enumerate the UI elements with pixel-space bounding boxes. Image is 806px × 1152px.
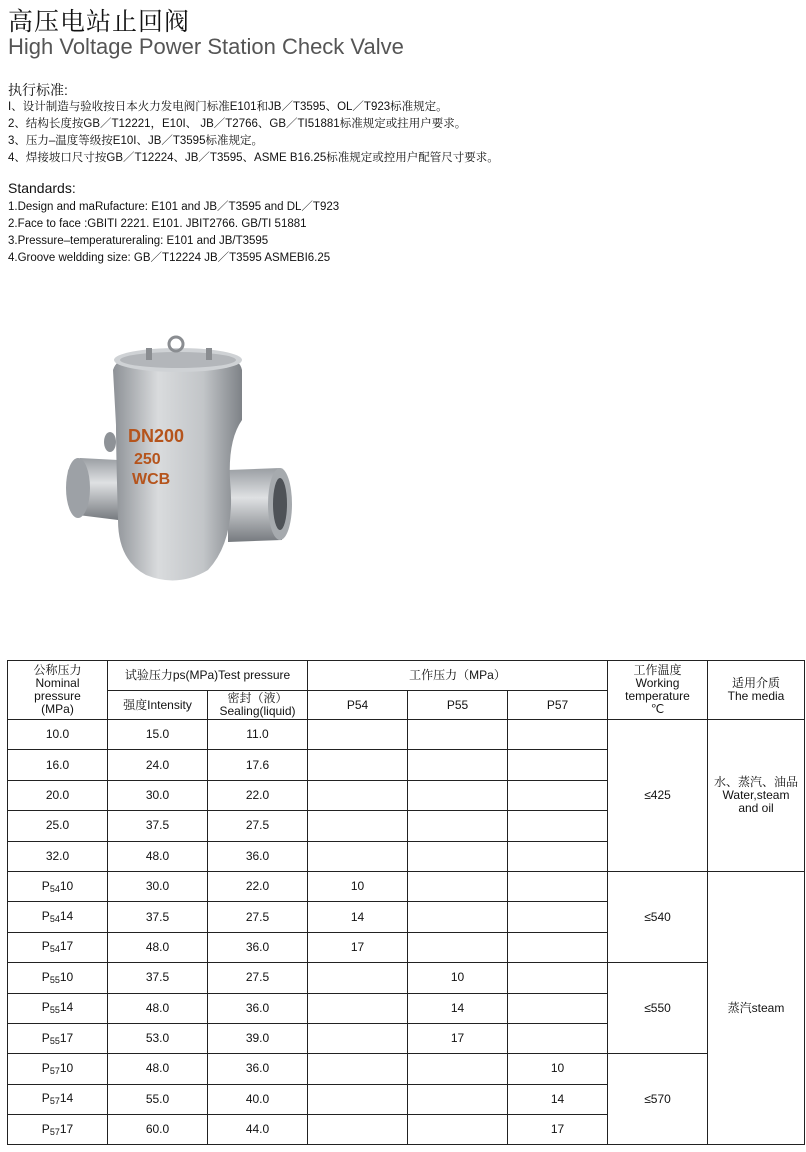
cell-text-num: 17 — [59, 939, 74, 954]
page-title-cn: 高压电站止回阀 — [8, 7, 191, 36]
cell-p57 — [508, 932, 608, 962]
standards-en-list — [8, 199, 339, 267]
header-text: Nominal — [35, 676, 80, 690]
cell-intensity: 37.5 — [108, 902, 208, 932]
cell-sealing: 22.0 — [208, 871, 308, 901]
header-text: Working — [635, 676, 680, 690]
cell-nominal-pressure — [8, 1115, 108, 1145]
cell-p57: 10 — [508, 1054, 608, 1084]
cell-p54 — [308, 1054, 408, 1084]
cell-p54 — [308, 1115, 408, 1145]
cell-p54: 14 — [308, 902, 408, 932]
cell-sealing: 36.0 — [208, 841, 308, 871]
cell-sealing: 36.0 — [208, 993, 308, 1023]
standards-en-line: 1.Design and maRufacture: E101 and JB／T3595 and DL／T923 — [8, 201, 340, 213]
header-media — [708, 661, 805, 720]
marking-material: WCB — [132, 471, 171, 488]
cell-text-num: 17 — [59, 1121, 74, 1136]
cell-p57: 17 — [508, 1115, 608, 1145]
cell-working-temperature: ≤570 — [608, 1054, 708, 1145]
standards-cn-list — [8, 99, 499, 167]
cell-p54 — [308, 993, 408, 1023]
cell-intensity: 30.0 — [108, 780, 208, 810]
cell-p57 — [508, 720, 608, 750]
cell-text-sub: 55 — [49, 1035, 60, 1046]
spec-table — [7, 660, 805, 1145]
table-row — [8, 871, 805, 901]
marking-pressure: 250 — [134, 451, 161, 468]
header-sealing — [208, 691, 308, 720]
cell-p55 — [408, 811, 508, 841]
cell-text-sub: 57 — [49, 1126, 60, 1137]
cell-text-pre: P — [41, 1121, 50, 1136]
cell-p57 — [508, 1023, 608, 1053]
cell-working-temperature: ≤425 — [608, 720, 708, 872]
cell-sealing: 11.0 — [208, 720, 308, 750]
cell-text-pre: P — [41, 1091, 50, 1106]
cell-p55 — [408, 932, 508, 962]
cell-text-num: 10 — [59, 878, 74, 893]
cell-text-pre: P — [41, 969, 50, 984]
header-text: 密封（液） — [227, 691, 288, 705]
cell-text: 32.0 — [45, 848, 70, 863]
cell-sealing: 36.0 — [208, 932, 308, 962]
cell-media-water-steam-oil — [708, 720, 805, 872]
cell-p54 — [308, 780, 408, 810]
cell-text-sub: 57 — [49, 1096, 60, 1107]
cell-p57 — [508, 871, 608, 901]
cell-p57 — [508, 902, 608, 932]
header-text: 适用介质 — [731, 676, 780, 690]
cell-text: 20.0 — [45, 787, 70, 802]
cell-nominal-pressure — [8, 963, 108, 993]
cell-text-num: 14 — [59, 1000, 74, 1015]
header-p57: P57 — [508, 691, 608, 720]
cell-p54 — [308, 1084, 408, 1114]
cell-text-num: 14 — [59, 1091, 74, 1106]
cell-nominal-pressure — [8, 841, 108, 871]
cell-p54 — [308, 750, 408, 780]
header-p55: P55 — [408, 691, 508, 720]
cell-sealing: 27.5 — [208, 902, 308, 932]
standards-cn-line: 4、焊接坡口尺寸按GB／T12224、JB／T3595、ASME B16.25标准规定或控用户配管尺寸要求。 — [8, 152, 499, 164]
cell-p55 — [408, 720, 508, 750]
cell-p55: 10 — [408, 963, 508, 993]
cell-p54 — [308, 811, 408, 841]
cell-p54 — [308, 1023, 408, 1053]
spec-table-body — [8, 720, 805, 1145]
cell-media-steam: 蒸汽steam — [708, 871, 805, 1145]
cell-p55 — [408, 841, 508, 871]
cell-p55: 14 — [408, 993, 508, 1023]
cell-p57 — [508, 963, 608, 993]
check-valve-photo — [58, 330, 298, 590]
cell-text-num: 17 — [59, 1030, 74, 1045]
cell-p54 — [308, 720, 408, 750]
right-pipe-bore — [273, 478, 287, 530]
cell-nominal-pressure — [8, 750, 108, 780]
cell-nominal-pressure — [8, 1054, 108, 1084]
cell-intensity: 48.0 — [108, 932, 208, 962]
header-text: Sealing(liquid) — [219, 704, 296, 718]
cell-text-num: 10 — [59, 1060, 74, 1075]
cell-text-pre: P — [41, 878, 50, 893]
cell-text-sub: 54 — [49, 944, 60, 955]
left-pipe-end — [66, 458, 90, 518]
cell-text-sub: 54 — [49, 914, 60, 925]
cell-p55 — [408, 902, 508, 932]
cell-text-sub: 55 — [49, 1005, 60, 1016]
cell-sealing: 17.6 — [208, 750, 308, 780]
standards-en-heading: Standards: — [8, 180, 76, 196]
cell-intensity: 48.0 — [108, 841, 208, 871]
cell-intensity: 53.0 — [108, 1023, 208, 1053]
cell-text-pre: P — [41, 909, 50, 924]
cell-text-pre: P — [41, 1030, 50, 1045]
cell-text-sub: 54 — [49, 883, 60, 894]
cell-nominal-pressure — [8, 811, 108, 841]
cell-text-pre: P — [41, 939, 50, 954]
cell-nominal-pressure — [8, 1084, 108, 1114]
header-text: ℃ — [650, 702, 665, 716]
header-p54: P54 — [308, 691, 408, 720]
cell-text-sub: 57 — [49, 1065, 60, 1076]
cell-text-pre: P — [41, 1000, 50, 1015]
cell-p55 — [408, 871, 508, 901]
table-row — [8, 1054, 805, 1084]
cell-sealing: 39.0 — [208, 1023, 308, 1053]
cell-sealing: 22.0 — [208, 780, 308, 810]
header-intensity: 强度Intensity — [108, 691, 208, 720]
cell-nominal-pressure — [8, 780, 108, 810]
header-working-pressure: 工作压力（MPa） — [308, 661, 608, 691]
standards-en-line: 4.Groove weldding size: GB／T12224 JB／T3595 ASMEBI6.25 — [8, 252, 331, 264]
cell-p54 — [308, 841, 408, 871]
table-row — [8, 720, 805, 750]
header-text: The media — [727, 689, 785, 703]
header-text: 公称压力 — [33, 663, 82, 677]
cell-text: 10.0 — [45, 727, 70, 742]
cell-intensity: 24.0 — [108, 750, 208, 780]
cell-p55 — [408, 1084, 508, 1114]
marking-dn: DN200 — [128, 426, 185, 446]
cell-intensity: 15.0 — [108, 720, 208, 750]
cell-sealing: 44.0 — [208, 1115, 308, 1145]
cell-text-sub: 55 — [49, 974, 60, 985]
standards-cn-line: 2、结构长度按GB／T12221，E10I、 JB／T2766、GB／TI51881标准规定或拄用户要求。 — [8, 118, 467, 130]
cell-text: 25.0 — [45, 818, 70, 833]
bonnet-rim — [120, 352, 236, 368]
cell-intensity: 37.5 — [108, 811, 208, 841]
header-test-pressure: 试验压力ps(MPa)Test pressure — [108, 661, 308, 691]
cell-p57 — [508, 780, 608, 810]
header-text: pressure — [34, 689, 81, 703]
cell-p55 — [408, 780, 508, 810]
cell-intensity: 55.0 — [108, 1084, 208, 1114]
cell-sealing: 27.5 — [208, 963, 308, 993]
cell-p57 — [508, 811, 608, 841]
cell-intensity: 30.0 — [108, 871, 208, 901]
cell-nominal-pressure — [8, 993, 108, 1023]
cell-p57 — [508, 993, 608, 1023]
header-nominal-pressure — [8, 661, 108, 720]
cell-text-num: 14 — [59, 909, 74, 924]
cell-intensity: 37.5 — [108, 963, 208, 993]
cell-working-temperature: ≤540 — [608, 871, 708, 962]
cell-p54: 17 — [308, 932, 408, 962]
cell-text-num: 10 — [59, 969, 74, 984]
standards-cn-line: I、设计制造与验收按日本火力发电阀门标准E101和JB／T3595、OL／T923标准规定。 — [8, 101, 448, 113]
media-text: and oil — [738, 800, 774, 815]
cell-p55 — [408, 1054, 508, 1084]
header-working-temperature — [608, 661, 708, 720]
cell-sealing: 27.5 — [208, 811, 308, 841]
header-text: (MPa) — [41, 702, 74, 716]
table-row — [8, 963, 805, 993]
cell-p55 — [408, 750, 508, 780]
media-text: Water,steam — [722, 787, 790, 802]
media-text: 水、蒸汽、油品 — [713, 774, 798, 789]
side-boss — [104, 432, 116, 452]
cell-p57 — [508, 841, 608, 871]
cell-sealing: 36.0 — [208, 1054, 308, 1084]
cell-intensity: 60.0 — [108, 1115, 208, 1145]
bolt — [206, 348, 212, 360]
standards-cn-heading: 执行标准: — [8, 82, 68, 98]
standards-en-line: 3.Pressure–temperatureraling: E101 and JB/T3595 — [8, 235, 269, 247]
cell-p55 — [408, 1115, 508, 1145]
cell-nominal-pressure — [8, 871, 108, 901]
cell-p55: 17 — [408, 1023, 508, 1053]
bolt — [146, 348, 152, 360]
cell-nominal-pressure — [8, 1023, 108, 1053]
header-text: temperature — [625, 689, 690, 703]
cell-p54 — [308, 963, 408, 993]
standards-cn-line: 3、压力–温度等级按E10I、JB／T3595标准规定。 — [8, 135, 263, 147]
cell-text-pre: P — [41, 1060, 50, 1075]
cell-p57 — [508, 750, 608, 780]
cell-text: 16.0 — [45, 757, 70, 772]
cell-nominal-pressure — [8, 902, 108, 932]
cell-intensity: 48.0 — [108, 993, 208, 1023]
cell-nominal-pressure — [8, 932, 108, 962]
cell-intensity: 48.0 — [108, 1054, 208, 1084]
cell-nominal-pressure — [8, 720, 108, 750]
cell-p57: 14 — [508, 1084, 608, 1114]
header-text: 工作温度 — [633, 663, 682, 677]
page-title-en: High Voltage Power Station Check Valve — [8, 34, 404, 59]
valve-body — [113, 358, 242, 580]
cell-sealing: 40.0 — [208, 1084, 308, 1114]
cell-p54: 10 — [308, 871, 408, 901]
cell-working-temperature: ≤550 — [608, 963, 708, 1054]
standards-en-line: 2.Face to face :GBITI 2221. E101. JBIT2766. GB/TI 51881 — [8, 218, 307, 230]
